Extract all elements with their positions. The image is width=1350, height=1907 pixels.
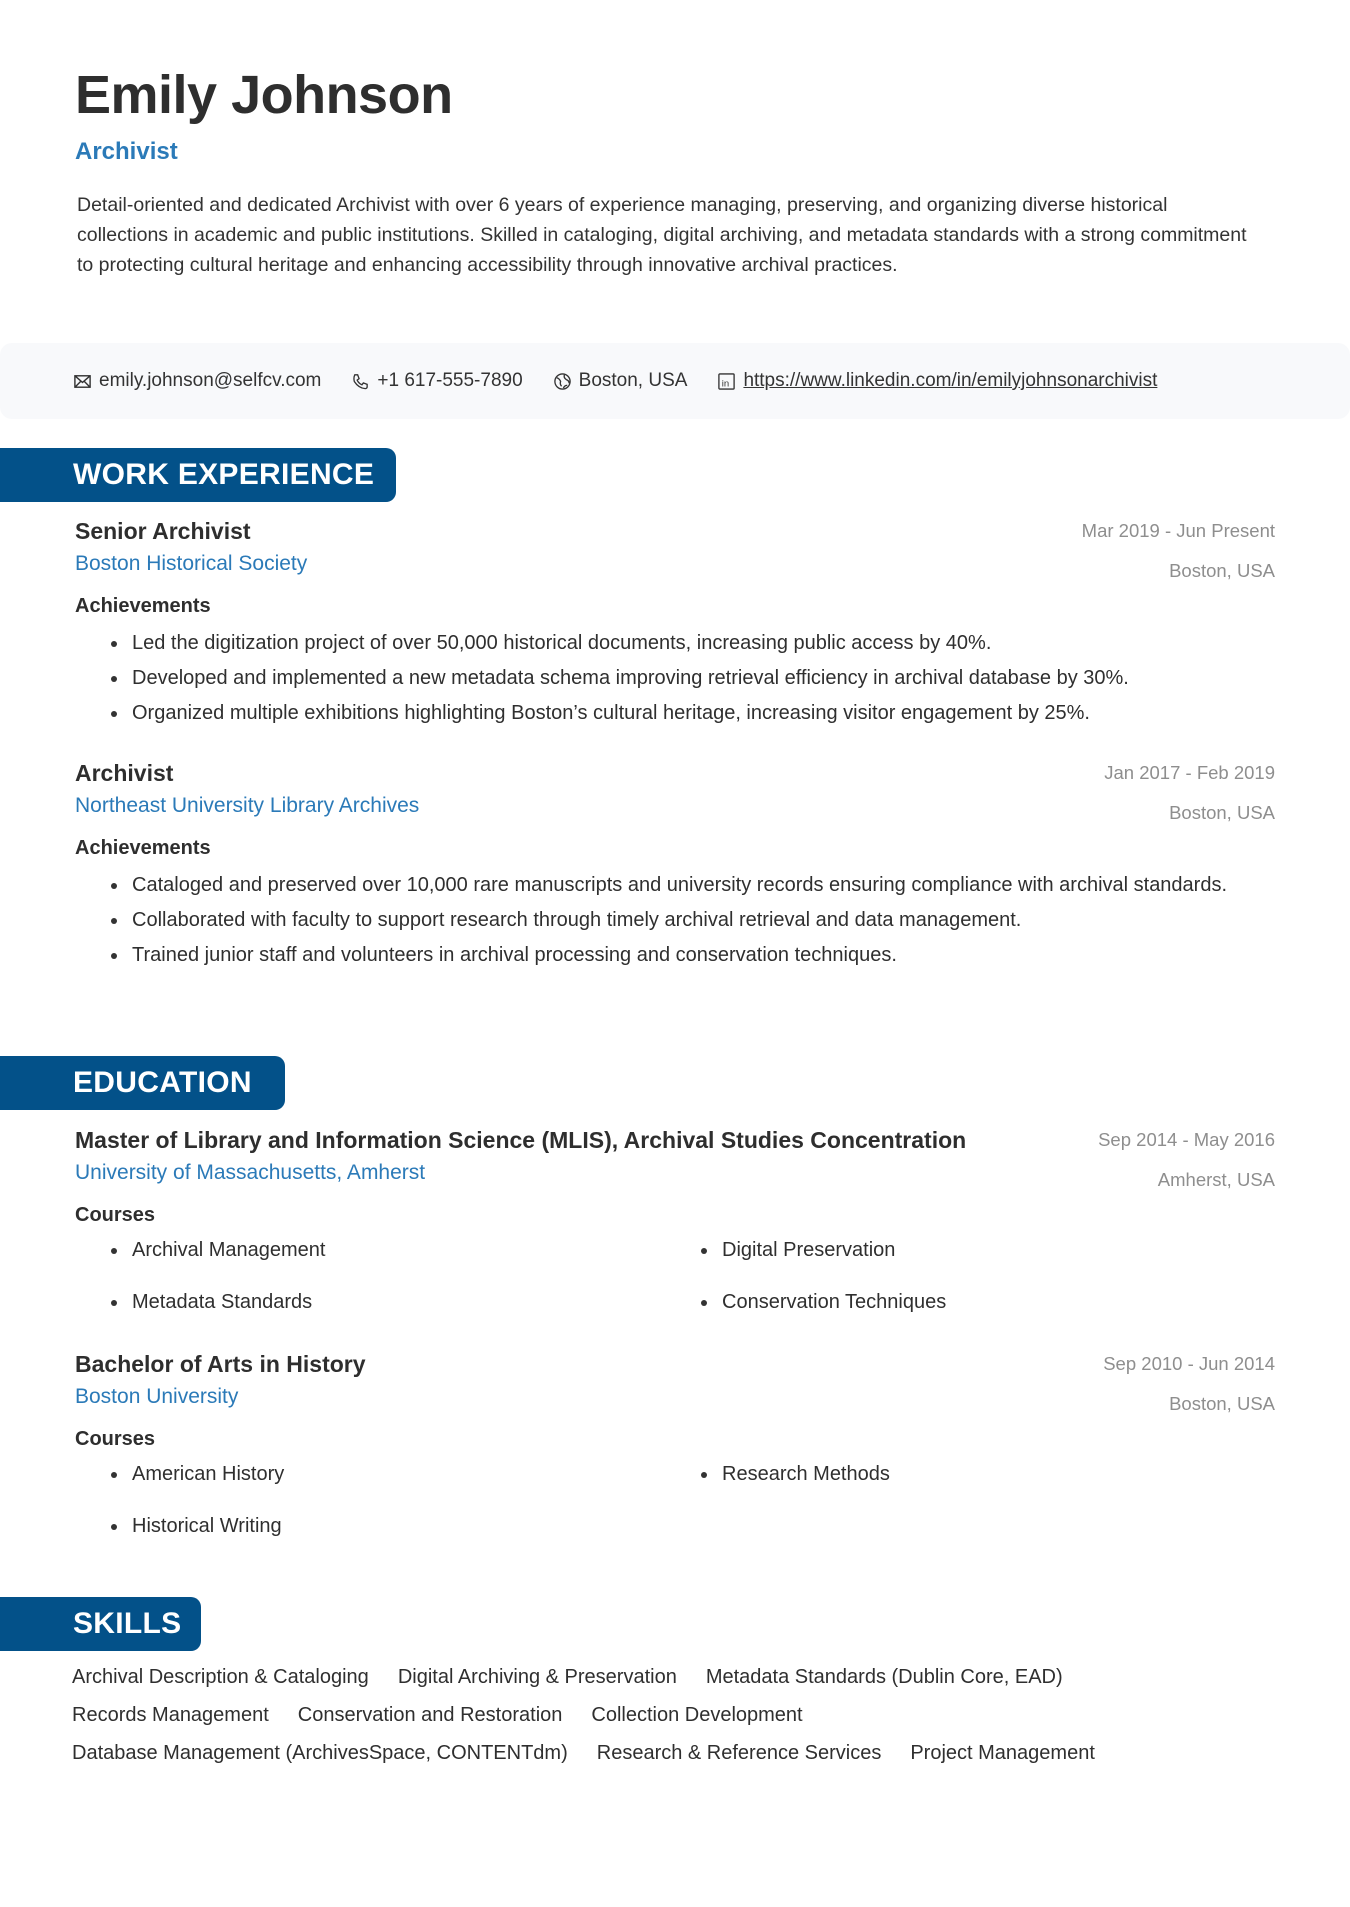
skill-item: Research & Reference Services [596, 1742, 882, 1764]
list-item: Organized multiple exhibitions highlighting Boston’s cultural heritage, increasing visitor engagement by 25%. [75, 699, 1275, 728]
skill-item: Collection Development [591, 1704, 803, 1726]
email-text: emily.johnson@selfcv.com [99, 370, 322, 391]
degree-title: Master of Library and Information Science (MLIS), Archival Studies Concentration [75, 1127, 967, 1153]
skill-item: Digital Archiving & Preservation [397, 1666, 677, 1688]
linkedin-link[interactable]: https://www.linkedin.com/in/emilyjohnsonarchivist [743, 370, 1158, 391]
course-item: Digital Preservation [665, 1236, 1255, 1264]
entry-meta [1082, 516, 1275, 586]
contact-bar [0, 343, 1350, 419]
globe-icon [553, 372, 572, 391]
list-item: Collaborated with faculty to support research through timely archival retrieval and data management. [75, 906, 1275, 935]
entry-meta [1103, 1349, 1275, 1419]
envelope-icon [73, 372, 92, 391]
employer: Boston Historical Society [75, 552, 308, 575]
date-range: Mar 2019 - Jun Present [1081, 520, 1275, 541]
date-range: Jan 2017 - Feb 2019 [1104, 762, 1275, 783]
location-text: Boston, USA [578, 370, 688, 391]
courses-heading: Courses [75, 1428, 156, 1450]
degree-title: Bachelor of Arts in History [75, 1351, 366, 1377]
svg-text:in: in [722, 377, 730, 389]
skill-item: Project Management [910, 1742, 1095, 1764]
work-entry [75, 758, 1275, 976]
phone-text: +1 617-555-7890 [377, 370, 523, 391]
skills-row [72, 1700, 1302, 1730]
contact-linkedin[interactable] [717, 370, 1157, 392]
achievements-list [75, 871, 1275, 970]
courses-list [75, 1236, 1275, 1316]
entry-location: Boston, USA [1169, 1393, 1275, 1414]
list-item: Led the digitization project of over 50,000 historical documents, increasing public access by 40%. [75, 629, 1275, 658]
candidate-name: Emily Johnson [75, 65, 453, 125]
entry-location: Amherst, USA [1157, 1169, 1275, 1190]
skill-item: Database Management (ArchivesSpace, CONTENTdm) [72, 1742, 568, 1764]
section-header-skills: SKILLS [0, 1597, 201, 1651]
work-entry [75, 516, 1275, 734]
list-item: Trained junior staff and volunteers in archival processing and conservation techniques. [75, 941, 1275, 970]
course-item: Conservation Techniques [665, 1288, 1255, 1316]
skill-item: Conservation and Restoration [297, 1704, 563, 1726]
school-name: University of Massachusetts, Amherst [75, 1161, 426, 1184]
date-range: Sep 2010 - Jun 2014 [1103, 1353, 1275, 1374]
list-item: Cataloged and preserved over 10,000 rare manuscripts and university records ensuring compliance with archival standards. [75, 871, 1275, 900]
course-item: American History [75, 1460, 665, 1488]
skill-item: Archival Description & Cataloging [72, 1666, 369, 1688]
courses-heading: Courses [75, 1204, 156, 1226]
employer: Northeast University Library Archives [75, 794, 420, 817]
skills-row [72, 1662, 1302, 1692]
course-item: Research Methods [665, 1460, 1255, 1488]
linkedin-icon [717, 372, 736, 391]
date-range: Sep 2014 - May 2016 [1098, 1129, 1275, 1150]
contact-email[interactable] [73, 370, 321, 392]
job-title: Archivist [75, 760, 174, 786]
course-item: Historical Writing [75, 1512, 665, 1540]
profile-summary: Detail-oriented and dedicated Archivist with over 6 years of experience managing, preserving, and organizing diverse historical collections in academic and public institutions. Skilled in cataloging, digital archiving, and metadata standards with a strong commitment to protecting cultural heritage and enhancing accessibility through innovative archival practices. [77, 194, 1247, 276]
education-entry [75, 1125, 1275, 1316]
list-item: Developed and implemented a new metadata schema improving retrieval efficiency in archival database by 30%. [75, 664, 1275, 693]
entry-meta [1104, 758, 1275, 828]
achievements-list [75, 629, 1275, 728]
contact-phone[interactable] [351, 370, 522, 392]
achievements-heading: Achievements [75, 595, 211, 617]
school-name: Boston University [75, 1385, 239, 1408]
section-header-work-experience: WORK EXPERIENCE [0, 448, 396, 502]
course-item: Archival Management [75, 1236, 665, 1264]
entry-location: Boston, USA [1169, 802, 1275, 823]
section-header-education: EDUCATION [0, 1056, 285, 1110]
candidate-title: Archivist [75, 138, 178, 165]
courses-list [75, 1460, 1275, 1540]
entry-meta [1098, 1125, 1275, 1195]
job-title: Senior Archivist [75, 518, 251, 544]
skills-list [72, 1662, 1302, 1776]
achievements-heading: Achievements [75, 837, 211, 859]
education-entry [75, 1349, 1275, 1540]
contact-location [553, 370, 688, 392]
entry-location: Boston, USA [1169, 560, 1275, 581]
phone-icon [351, 372, 370, 391]
skills-row [72, 1738, 1302, 1768]
course-item: Metadata Standards [75, 1288, 665, 1316]
skill-item: Records Management [72, 1704, 269, 1726]
skill-item: Metadata Standards (Dublin Core, EAD) [705, 1666, 1063, 1688]
